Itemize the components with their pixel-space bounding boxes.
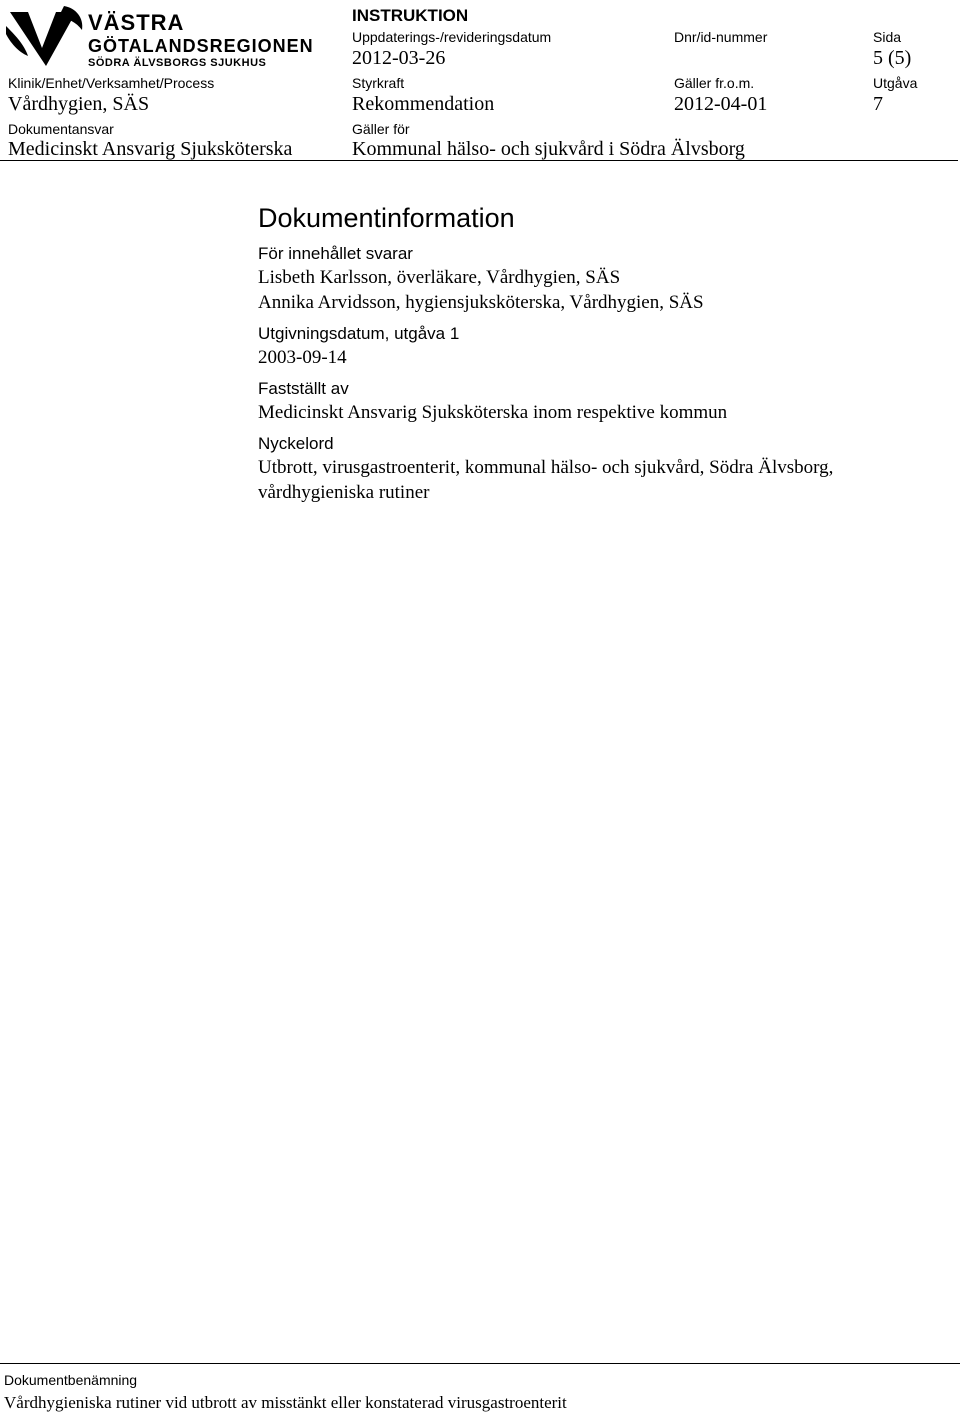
valid-from-label: Gäller fr.o.m. xyxy=(674,75,755,91)
footer-name-value: Vårdhygieniska rutiner vid utbrott av misstänkt eller konstaterad virusgastroenterit xyxy=(4,1393,567,1412)
edition-value: 7 xyxy=(873,93,883,115)
unit-label: Klinik/Enhet/Verksamhet/Process xyxy=(8,75,215,91)
header-divider xyxy=(0,160,958,161)
applies-label: Gäller för xyxy=(352,121,410,137)
doc-type: INSTRUKTION xyxy=(352,6,469,25)
logo-line-1: VÄSTRA xyxy=(88,10,185,35)
strength-value: Rekommendation xyxy=(352,93,495,115)
revised-value: 2012-03-26 xyxy=(352,47,446,69)
section-issue-date xyxy=(258,323,948,370)
section-line: Lisbeth Karlsson, överläkare, Vårdhygien, SÄS xyxy=(258,267,621,288)
section-line: Annika Arvidsson, hygiensjuksköterska, Vårdhygien, SÄS xyxy=(258,292,704,313)
section-line: Utbrott, virusgastroenterit, kommunal hälso- och sjukvård, Södra Älvsborg, xyxy=(258,457,834,478)
section-label: Utgivningsdatum, utgåva 1 xyxy=(258,324,460,343)
section-line: vårdhygieniska rutiner xyxy=(258,482,430,503)
page-value: 5 (5) xyxy=(873,47,912,69)
footer-name-label: Dokumentbenämning xyxy=(4,1372,138,1388)
document-information xyxy=(258,201,948,505)
edition-label: Utgåva xyxy=(873,75,918,91)
section-label: För innehållet svarar xyxy=(258,244,413,263)
vgr-emblem-icon xyxy=(6,6,82,66)
section-line: 2003-09-14 xyxy=(258,347,347,368)
section-line: Medicinskt Ansvarig Sjuksköterska inom respektive kommun xyxy=(258,402,728,423)
revised-label: Uppdaterings-/revideringsdatum xyxy=(352,29,552,45)
page-title: Dokumentinformation xyxy=(258,203,515,233)
section-label: Fastställt av xyxy=(258,379,349,398)
logo-line-2: GÖTALANDSREGIONEN xyxy=(88,36,314,56)
section-responsible xyxy=(258,243,948,315)
page-label: Sida xyxy=(873,29,902,45)
valid-from-value: 2012-04-01 xyxy=(674,93,768,115)
vgr-logo xyxy=(6,4,326,75)
section-keywords xyxy=(258,433,948,505)
owner-label: Dokumentansvar xyxy=(8,121,114,137)
strength-label: Styrkraft xyxy=(352,75,405,91)
section-label: Nyckelord xyxy=(258,434,334,453)
section-approved-by xyxy=(258,378,948,425)
applies-value: Kommunal hälso- och sjukvård i Södra Älvsborg xyxy=(352,138,745,160)
logo-line-3: SÖDRA ÄLVSBORGS SJUKHUS xyxy=(88,57,267,69)
unit-value: Vårdhygien, SÄS xyxy=(8,93,150,115)
owner-value: Medicinskt Ansvarig Sjuksköterska xyxy=(8,138,293,160)
footer-divider xyxy=(0,1363,960,1364)
dnr-label: Dnr/id-nummer xyxy=(674,29,768,45)
